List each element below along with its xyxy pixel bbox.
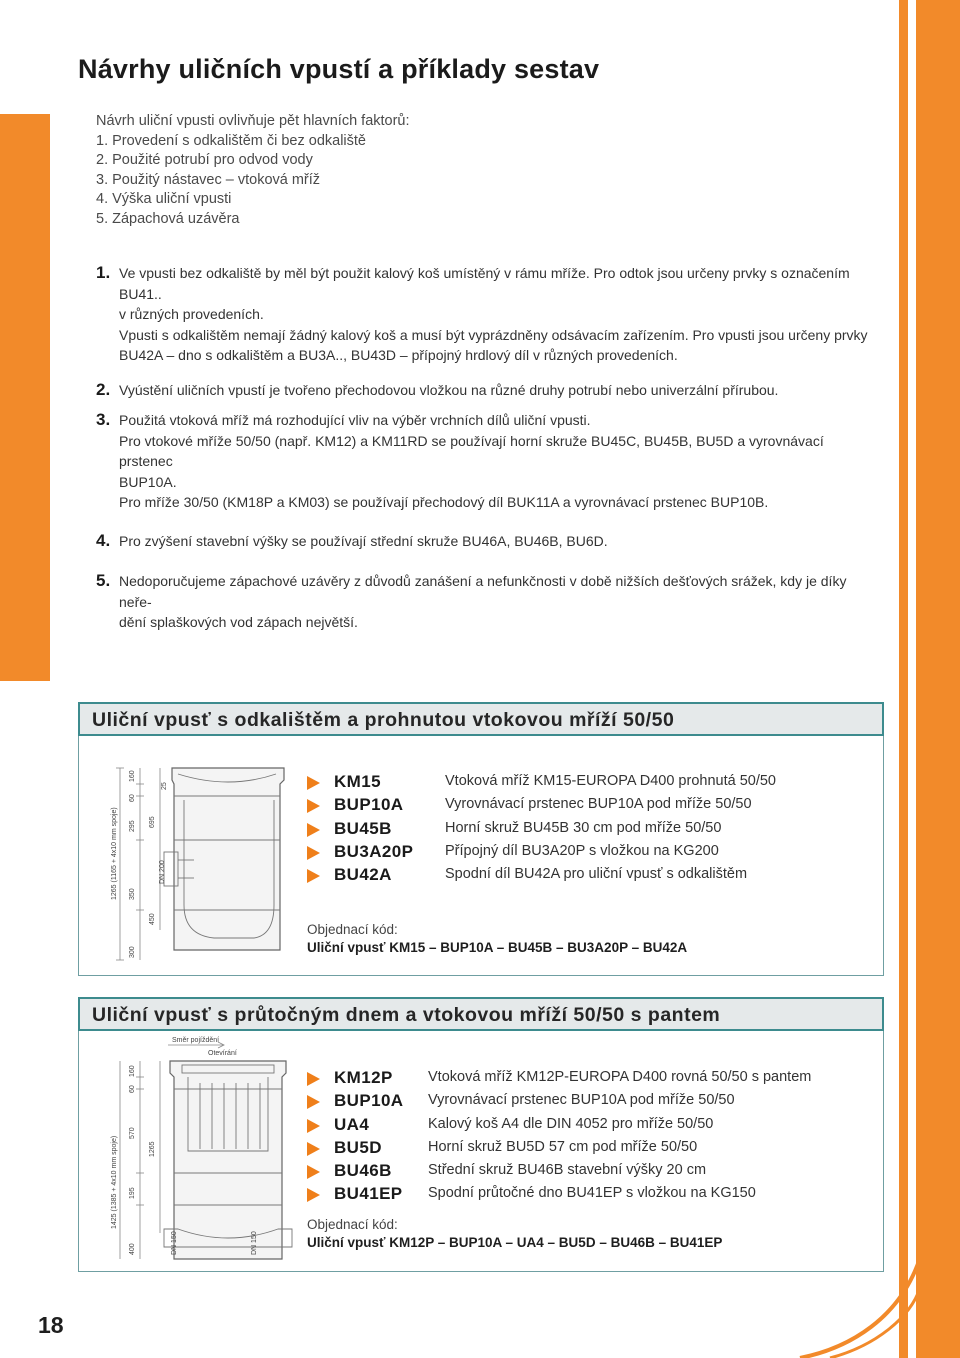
page-number: 18 — [38, 1312, 64, 1338]
assembly-1-title: Uliční vpusť s odkalištěm a prohnutou vtokovou mříží 50/50 — [92, 709, 675, 731]
factor-details — [96, 263, 876, 633]
dim-label: 195 — [129, 1187, 136, 1199]
dim-label: 60 — [129, 794, 136, 802]
arrow-right-icon — [307, 799, 320, 813]
arrow-right-icon — [307, 1165, 320, 1179]
product-code: KM12P — [334, 1068, 393, 1087]
arrow-right-icon — [307, 1095, 320, 1109]
arrow-right-icon — [307, 1142, 320, 1156]
assembly-1-drawing — [104, 760, 294, 970]
factor-line: Vpusti s odkalištěm nemají žádný kalový koš a musí být vyprázdněny odsávacím zařízením. Pro vpusti jsou určeny prvky — [119, 326, 868, 343]
dim-label: DN 150 — [251, 1231, 258, 1255]
product-code: BU42A — [334, 865, 392, 885]
arrow-right-icon — [307, 776, 320, 790]
product-description: Střední skruž BU46B stavební výšky 20 cm — [428, 1162, 707, 1179]
dim-label: DN 150 — [171, 1231, 178, 1255]
intro-factor: 1. Provedení s odkalištěm či bez odkaliště — [96, 132, 366, 149]
dim-label: 60 — [129, 1085, 136, 1093]
order-code-label: Objednací kód: — [307, 1217, 398, 1232]
factor-detail-5 — [96, 571, 876, 633]
dim-label: 1265 (1165 + 4x10 mm spoje) — [111, 807, 118, 900]
intro-block — [96, 112, 410, 229]
factor-line: Nedoporučujeme zápachové uzávěry z důvodů zanášení a nefunkčnosti v době nižších dešťových srážek, kdy je díky neře- — [119, 573, 847, 610]
product-description: Vyrovnávací prstenec BUP10A pod mříže 50/50 — [428, 1092, 735, 1109]
dim-label: 695 — [149, 816, 156, 828]
product-description: Kalový koš A4 dle DIN 4052 pro mříže 50/50 — [428, 1115, 714, 1132]
product-code: KM15 — [334, 772, 381, 791]
factor-line: BUP10A. — [119, 473, 177, 490]
product-code: BU5D — [334, 1137, 382, 1157]
dim-label: 160 — [129, 770, 136, 782]
factor-number: 1. — [96, 263, 111, 282]
dim-label: 25 — [161, 782, 168, 790]
factor-number: 3. — [96, 410, 111, 429]
intro-factor: 4. Výška uliční vpusti — [96, 191, 232, 207]
product-description: Vtoková mříž KM12P-EUROPA D400 rovná 50/50 s pantem — [428, 1069, 812, 1085]
intro-heading: Návrh uliční vpusti ovlivňuje pět hlavních faktorů: — [96, 113, 410, 129]
product-description: Horní skruž BU5D 57 cm pod mříže 50/50 — [428, 1138, 698, 1155]
assembly-2-header — [78, 997, 884, 1031]
assembly-2-drawing — [104, 1033, 304, 1267]
dim-label: 295 — [129, 820, 136, 832]
factor-line: v různých provedeních. — [119, 306, 264, 322]
assembly-1-header — [78, 702, 884, 736]
product-code: BUP10A — [334, 795, 404, 815]
dim-label: 160 — [129, 1065, 136, 1077]
factor-line: Pro zvýšení stavební výšky se používají střední skruže BU46A, BU46B, BU6D. — [119, 532, 608, 549]
product-code: BU41EP — [334, 1184, 403, 1204]
assembly-2-title: Uliční vpusť s průtočným dnem a vtokovou mříží 50/50 s pantem — [92, 1004, 721, 1026]
product-code: BU46B — [334, 1161, 392, 1181]
direction-label: Směr pojíždění — [172, 1037, 220, 1044]
intro-factor: 5. Zápachová uzávěra — [96, 210, 240, 227]
dim-label: 450 — [149, 913, 156, 925]
product-code: BUP10A — [334, 1091, 404, 1111]
product-description: Horní skruž BU45B 30 cm pod mříže 50/50 — [445, 819, 722, 836]
factor-line: Vyústění uličních vpustí je tvořeno přechodovou vložkou na různé druhy potrubí nebo univerzální přírubou. — [119, 381, 779, 398]
factor-number: 2. — [96, 379, 111, 399]
dim-label: 350 — [129, 888, 136, 900]
dim-label: 300 — [129, 946, 136, 958]
factor-detail-3 — [96, 410, 876, 513]
product-description: Vyrovnávací prstenec BUP10A pod mříže 50/50 — [445, 796, 752, 813]
order-code-label: Objednací kód: — [307, 922, 398, 937]
orange-accent-line-right — [899, 0, 908, 1358]
factor-line: dění splaškových vod zápach největší. — [119, 614, 358, 630]
orange-accent-strip-right — [916, 0, 960, 1358]
arrow-right-icon — [307, 1119, 320, 1133]
factor-detail-2 — [96, 380, 876, 401]
arrow-right-icon — [307, 846, 320, 860]
page-title: Návrhy uličních vpustí a příklady sestav — [78, 54, 600, 84]
factor-line: Pro vtokové mříže 50/50 (např. KM12) a KM11RD se používají horní skruže BU45C, BU45B, BU5D a vyrovnávací prstenec — [119, 432, 824, 469]
factor-line: Pro mříže 30/50 (KM18P a KM03) se používají přechodový díl BUK11A a vyrovnávací prstenec BUP10B. — [119, 494, 769, 510]
product-description: Vtoková mříž KM15-EUROPA D400 prohnutá 50/50 — [445, 773, 776, 789]
factor-line: Ve vpusti bez odkaliště by měl být použit kalový koš umístěný v rámu mříže. Pro odtok jsou určeny prvky s označením BU41.. — [119, 265, 850, 302]
product-description: Spodní průtočné dno BU41EP s vložkou na KG150 — [428, 1185, 756, 1202]
dim-label: 570 — [129, 1127, 136, 1139]
arrow-right-icon — [307, 869, 320, 883]
intro-factor: 2. Použité potrubí pro odvod vody — [96, 152, 313, 168]
order-code: Uliční vpusť KM15 – BUP10A – BU45B – BU3A20P – BU42A — [307, 940, 688, 955]
dim-label: 1265 — [149, 1141, 156, 1157]
factor-detail-4 — [96, 531, 876, 552]
dim-label: DN 200 — [159, 860, 166, 884]
product-description: Přípojný díl BU3A20P s vložkou na KG200 — [445, 842, 719, 859]
dim-label: 400 — [129, 1243, 136, 1255]
factor-line: BU42A – dno s odkalištěm a BU3A.., BU43D – přípojný hrdlový díl v různých provedeních. — [119, 347, 678, 363]
factor-detail-1 — [96, 263, 876, 366]
factor-number: 5. — [96, 571, 111, 590]
opening-label: Otevírání — [208, 1050, 237, 1057]
arrow-right-icon — [307, 1072, 320, 1086]
orange-accent-strip-left — [0, 114, 50, 681]
factor-number: 4. — [96, 530, 111, 550]
intro-factor: 3. Použitý nástavec – vtoková mříž — [96, 171, 321, 188]
product-code: UA4 — [334, 1114, 370, 1134]
dim-label: 1425 (1385 + 4x10 mm spoje) — [111, 1135, 118, 1229]
product-code: BU45B — [334, 818, 392, 838]
factor-line: Použitá vtoková mříž má rozhodující vliv na výběr vrchních dílů uliční vpusti. — [119, 412, 591, 428]
arrow-right-icon — [307, 823, 320, 837]
product-code: BU3A20P — [334, 841, 414, 861]
order-code: Uliční vpusť KM12P – BUP10A – UA4 – BU5D – BU46B – BU41EP — [307, 1235, 723, 1250]
arrow-right-icon — [307, 1188, 320, 1202]
product-description: Spodní díl BU42A pro uliční vpusť s odkalištěm — [445, 866, 748, 883]
